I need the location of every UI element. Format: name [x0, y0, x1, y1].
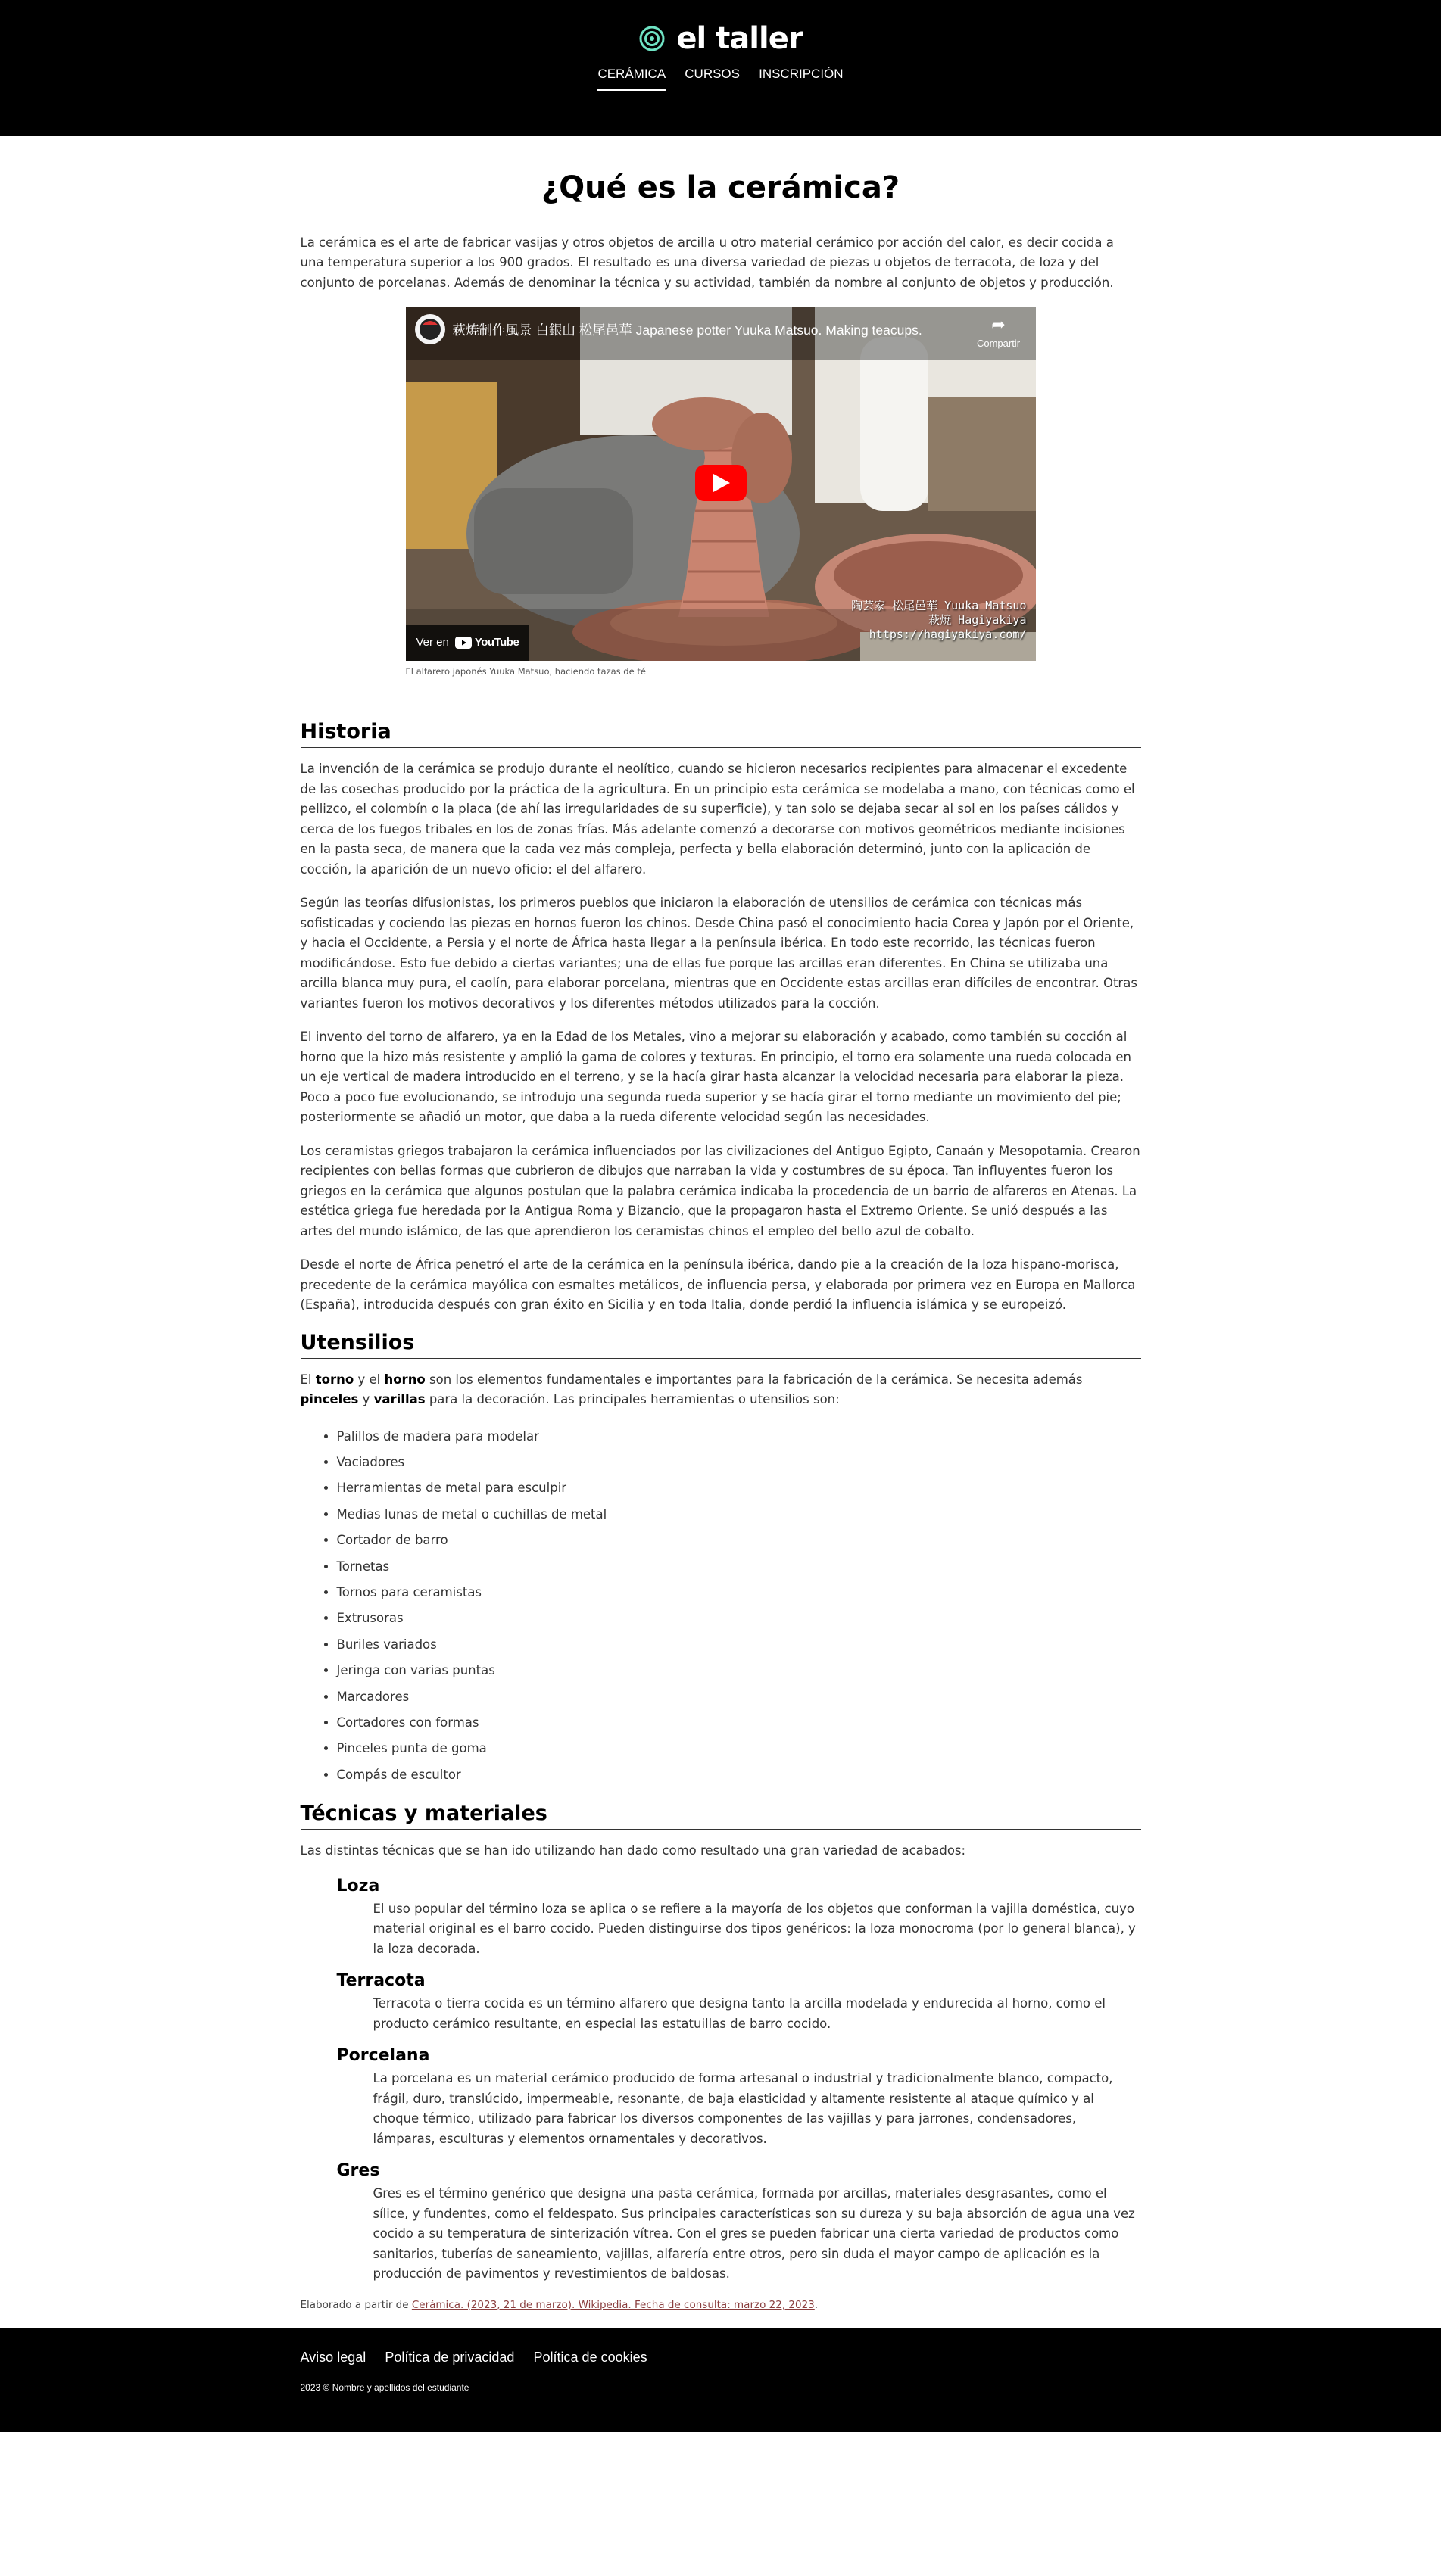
site-footer [0, 2328, 1441, 2432]
brand [0, 21, 1441, 56]
tecnica-desc: Terracota o tierra cocida es un término alfarero que designa tanto la arcilla modelada y endurecida al horno, como el producto cerámico resultante, en especial las estatuillas de barro cocido. [373, 1996, 1106, 2031]
nav-cursos[interactable]: CURSOS [685, 67, 740, 81]
source-link[interactable]: Cerámica. (2023, 21 de marzo). Wikipedia. Fecha de consulta: marzo 22, 2023 [411, 2298, 815, 2311]
tecnicas-intro: Las distintas técnicas que se han ido utilizando han dado como resultado una gran variedad de acabados: [300, 1843, 966, 1858]
list-item: • Cortador de barro [337, 1528, 1141, 1553]
utensilios-intro: El torno y el horno son los elementos fundamentales e importantes para la fabricación de la cerámica. Se necesita además pinceles y varillas para la decoración. Las principales herramientas o utensilios son: [300, 1372, 1083, 1406]
historia-paragraph: Según las teorías difusionistas, los primeros pueblos que iniciaron la elaboración de utensilios de cerámica con técnicas más sofisticadas y cociendo las piezas en hornos fueron los chinos. Desde China pasó el conocimiento hacia Corea y Japón por el Oriente, y hacia el Occidente, a Persia y el norte de África hasta llegar a la península ibérica. En todo este recorrido, las técnicas fueron modificándose. Esto fue debido a ciertas variantes; una de ellas fue porque las arcillas eran diferentes. En China se utilizaba una arcilla blanca muy pura, el caolín, para elaborar porcelana, mientras que en Occidente estas arcillas eran difíciles de encontrar. Otras variantes fueron los motivos decorativos y los diferentes métodos utilizados para la cocción. [300, 896, 1137, 1011]
tecnica-desc: La porcelana es un material cerámico producido de forma artesanal o industrial y tradicionalmente blanco, compacto, frágil, duro, translúcido, impermeable, resonante, de baja elasticidad y altamente resistente al ataque químico y al choque térmico, utilizado para fabricar los diversos componentes de las vajillas y para jarrones, condensadores, lámparas, esculturas y elementos ornamentales y decorativos. [373, 2071, 1113, 2146]
list-item: • Extrusoras [337, 1606, 1141, 1631]
page-title: ¿Qué es la cerámica? [541, 170, 900, 205]
list-item: • Compás de escultor [337, 1762, 1141, 1788]
tecnica-term: Loza [336, 1876, 380, 1895]
main-content [301, 136, 1141, 2315]
intro-paragraph: La cerámica es el arte de fabricar vasijas y otros objetos de arcilla u otro material cerámico por acción del calor, es decir cocida a una temperatura superior a los 900 grados. El resultado es una diversa variedad de piezas u objetos de terracota, de loza y del conjunto de porcelanas. Además de denominar la técnica y su actividad, también da nombre al conjunto de objetos y producción. [300, 235, 1114, 290]
watch-on-youtube[interactable] [406, 625, 530, 661]
list-item: • Herramientas de metal para esculpir [337, 1475, 1141, 1501]
historia-section [301, 718, 1141, 1316]
tecnica-term: Gres [336, 2161, 380, 2181]
watermark-line-2: 萩焼 Hagiyakiya [928, 613, 1027, 627]
share-label: Compartir [976, 338, 1021, 349]
youtube-logo-icon [455, 633, 519, 653]
tecnica-desc: El uso popular del término loza se aplica o se refiere a la mayoría de los objetos que conforman la vajilla doméstica, cuyo material original es el barro cocido. Pueden distinguirse dos tipos genéricos: la loza monocroma (por lo general blanca), y la loza decorada. [373, 1901, 1136, 1956]
historia-heading: Historia [301, 718, 1141, 748]
tecnicas-section [301, 1800, 1141, 2285]
logo-icon [638, 25, 666, 52]
list-item: • Jeringa con varias puntas [337, 1658, 1141, 1684]
term-horno: horno [384, 1372, 426, 1387]
nav-ceramica[interactable]: CERÁMICA [597, 67, 666, 91]
historia-paragraph: Los ceramistas griegos trabajaron la cerámica influenciados por las civilizaciones del Antiguo Egipto, Canaán y Mesopotamia. Crearon recipientes con bellas formas que cubrieron de dibujos que narraban la vida y costumbres de su época. Tan influyentes fueron los griegos en la cerámica que algunos postulan que la palabra cerámica indicaba la procedencia de un barrio de alfareros en Atenas. La estética griega fue heredada por la Antigua Roma y Bizancio, que la propagaron hasta el Extremo Oriente. Se unió después a las artes del mundo islámico, de las que aprendieron los ceramistas chinos el empleo del bello azul de cobalto. [300, 1143, 1140, 1238]
footer-link-cookies[interactable]: Política de cookies [533, 2350, 647, 2366]
video-figure [406, 307, 1036, 679]
brand-link[interactable] [638, 21, 802, 56]
watermark [851, 599, 1026, 642]
tecnicas-heading: Técnicas y materiales [301, 1800, 1141, 1830]
utensilios-heading: Utensilios [301, 1329, 1141, 1359]
watch-on-label: Ver en [416, 635, 449, 649]
copyright: 2023 © Nombre y apellidos del estudiante [300, 2382, 469, 2394]
video-player[interactable] [406, 307, 1036, 661]
term-varillas: varillas [373, 1392, 426, 1406]
share-button[interactable] [972, 316, 1025, 354]
list-item: • Palillos de madera para modelar [337, 1424, 1141, 1450]
main-nav [0, 67, 1441, 91]
nav-inscripcion[interactable]: INSCRIPCIÓN [759, 67, 844, 81]
term-torno: torno [315, 1372, 354, 1387]
footer-link-aviso-legal[interactable]: Aviso legal [300, 2350, 366, 2366]
share-icon: ➦ [991, 315, 1006, 334]
list-item: • Pinceles punta de goma [337, 1736, 1141, 1761]
footer-link-privacidad[interactable]: Política de privacidad [385, 2350, 515, 2366]
footer-links [301, 2350, 1141, 2366]
list-item: • Tornetas [337, 1554, 1141, 1580]
list-item: • Medias lunas de metal o cuchillas de metal [337, 1502, 1141, 1528]
video-title[interactable]: 萩焼制作風景 白銀山 松尾邑華 Japanese potter Yuuka Matsuo. Making teacups. [452, 322, 922, 338]
source-note: Elaborado a partir de Cerámica. (2023, 21 de marzo). Wikipedia. Fecha de consulta: marzo 22, 2023. [300, 2298, 819, 2311]
historia-paragraph: El invento del torno de alfarero, ya en la Edad de los Metales, vino a mejorar su elaboración y acabado, como también su cocción al horno que la hizo más resistente y amplió la gama de colores y texturas. En principio, el torno era solamente una rueda colocada en un eje vertical de madera introducido en el terreno, y se la hacía girar hasta alcanzar la velocidad necesaria para elaborar la pieza. Poco a poco fue evolucionando, se introdujo una segunda rueda superior y se hacía girar el torno mediante un movimiento del pie; posteriormente se añadió un motor, que daba a la rueda diferente velocidad según las necesidades. [300, 1029, 1131, 1124]
term-pinceles: pinceles [300, 1392, 359, 1406]
list-item: • Marcadores [337, 1684, 1141, 1710]
site-header [0, 0, 1441, 136]
watermark-line-3: https://hagiyakiya.com/ [869, 628, 1027, 641]
list-item: • Buriles variados [337, 1632, 1141, 1658]
utensilios-section [301, 1329, 1141, 1789]
tecnica-desc: Gres es el término genérico que designa una pasta cerámica, formada por arcillas, materiales desgrasantes, como el sílice, y fundentes, como el feldespato. Sus principales características son su dureza y su baja absorción de agua una vez cocido a su temperatura de sinterización vítrea. Con el gres se pueden fabricar una cierta variedad de productos como sanitarios, tuberías de saneamiento, vajillas, alfarería entre otros, pero sin duda el mayor campo de aplicación es la producción de pavimentos y revestimientos de baldosas. [373, 2186, 1135, 2282]
watermark-line-1: 陶芸家 松尾邑華 Yuuka Matsuo [851, 599, 1027, 612]
video-caption: El alfarero japonés Yuuka Matsuo, haciendo tazas de té [405, 666, 646, 677]
youtube-label: YouTube [474, 635, 519, 649]
tools-list [337, 1424, 1141, 1789]
tecnica-term: Porcelana [336, 2046, 430, 2066]
list-item: • Cortadores con formas [337, 1710, 1141, 1736]
brand-name: el taller [676, 21, 803, 56]
tecnicas-list [337, 1875, 1141, 2285]
historia-paragraph: La invención de la cerámica se produjo durante el neolítico, cuando se hicieron necesarios recipientes para almacenar el excedente de las cosechas producido por la práctica de la agricultura. En un principio esta cerámica se modelaba a mano, con técnicas como el pellizco, el colombín o la placa (de ahí las irregularidades de su superficie), y tan solo se dejaba secar al sol en los países cálidos y cerca de los fuegos tribales en los de zonas frías. Más adelante comenzó a decorarse con motivos geométricos mediante incisiones en la pasta seca, de manera que la cada vez más compleja, perfecta y bella elaboración determinó, junto con la aplicación de cocción, la aparición de un nuevo oficio: el del alfarero. [300, 762, 1135, 877]
list-item: • Vaciadores [337, 1450, 1141, 1475]
tecnica-term: Terracota [336, 1971, 426, 1991]
historia-paragraph: Desde el norte de África penetró el arte de la cerámica en la península ibérica, dando pie a la creación de la loza hispano-morisca, precedente de la cerámica mayólica con esmaltes metálicos, de influencia persa, y elaborada por primera vez en Europa en Mallorca (España), introducida después con gran éxito en Sicilia y en toda Italia, donde perdió la influencia islámica y se europeizó. [300, 1257, 1136, 1312]
list-item: • Tornos para ceramistas [337, 1580, 1141, 1606]
